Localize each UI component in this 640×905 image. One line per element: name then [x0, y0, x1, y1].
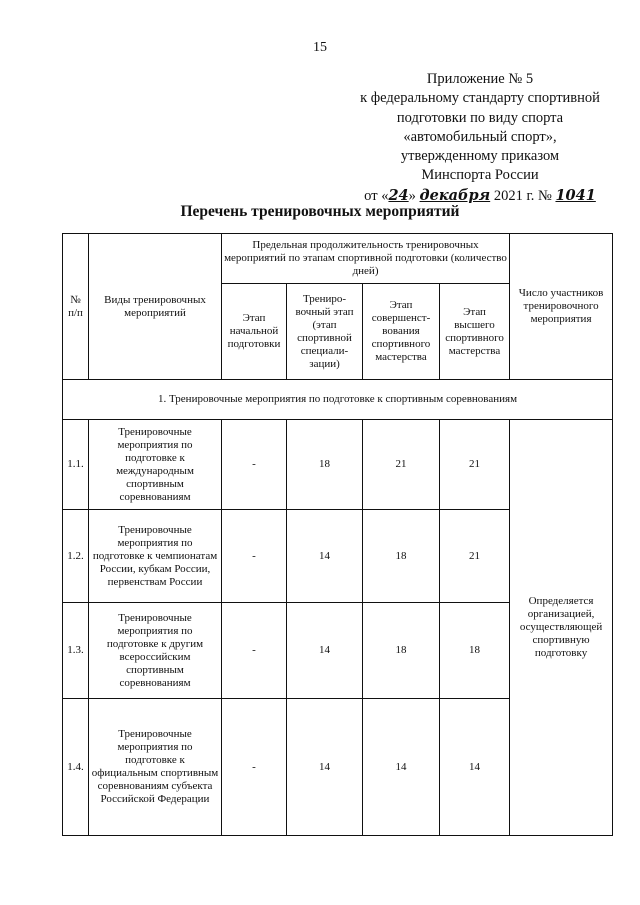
row-stage-3: 14: [363, 699, 440, 836]
row-stage-4: 14: [440, 699, 510, 836]
row-name: Тренировочные мероприятия по подготовке к международным спортивным соревнованиям: [89, 420, 222, 510]
appendix-header: [330, 70, 630, 206]
row-stage-1: -: [222, 420, 287, 510]
date-day: 24: [388, 186, 409, 204]
row-stage-4: 21: [440, 420, 510, 510]
row-num: 1.2.: [63, 510, 89, 603]
document-title: Перечень тренировочных мероприятий: [180, 203, 460, 220]
header-duration: Предельная продолжительность тренировочных мероприятий по этапам спортивной подготовки (количество дней): [222, 234, 510, 284]
row-stage-3: 18: [363, 510, 440, 603]
row-num: 1.1.: [63, 420, 89, 510]
row-num: 1.4.: [63, 699, 89, 836]
row-stage-1: -: [222, 699, 287, 836]
appendix-line-2: к федеральному стандарту спортивной: [360, 90, 600, 107]
header-participants: Число участников тренировочного мероприятия: [510, 234, 613, 380]
row-stage-2: 14: [287, 603, 363, 699]
header-kinds: Виды тренировочных мероприятий: [89, 234, 222, 380]
participants-value: Определяется организацией, осуществляющей спортивную подготовку: [510, 420, 613, 836]
date-mid: »: [408, 187, 420, 204]
row-stage-2: 14: [287, 510, 363, 603]
row-stage-3: 21: [363, 420, 440, 510]
section-1-title: 1. Тренировочные мероприятия по подготовке к спортивным соревнованиям: [63, 380, 613, 420]
row-stage-4: 18: [440, 603, 510, 699]
header-stage-2: Трениро-вочный этап (этап спортивной специали-зации): [287, 284, 363, 380]
header-row-1: [63, 234, 613, 284]
page-number: 15: [313, 40, 327, 55]
row-stage-2: 18: [287, 420, 363, 510]
row-stage-2: 14: [287, 699, 363, 836]
header-stage-3: Этап совершенст-вования спортивного мастерства: [363, 284, 440, 380]
date-prefix: от «: [364, 187, 389, 204]
date-month: декабря: [419, 186, 491, 204]
appendix-line-1: Приложение № 5: [426, 71, 534, 87]
training-events-table: [62, 233, 613, 836]
header-num: № п/п: [63, 234, 89, 380]
row-stage-4: 21: [440, 510, 510, 603]
header-stage-4: Этап высшего спортивного мастерства: [440, 284, 510, 380]
section-row: [63, 380, 613, 420]
date-year: 2021 г. №: [490, 187, 556, 204]
appendix-line-4: «автомобильный спорт»,: [403, 128, 557, 145]
appendix-line-3: подготовки по виду спорта: [396, 109, 564, 126]
row-stage-3: 18: [363, 603, 440, 699]
row-stage-1: -: [222, 603, 287, 699]
header-stage-1: Этап начальной подготовки: [222, 284, 287, 380]
appendix-line-6: Минспорта России: [421, 167, 539, 184]
row-name: Тренировочные мероприятия по подготовке к официальным спортивным соревнованиям субъекта Российской Федерации: [89, 699, 222, 836]
table-row: [63, 420, 613, 510]
row-name: Тренировочные мероприятия по подготовке к чемпионатам России, кубкам России, первенствам России: [89, 510, 222, 603]
appendix-line-5: утвержденному приказом: [400, 148, 560, 165]
order-number: 1041: [555, 186, 596, 204]
row-stage-1: -: [222, 510, 287, 603]
row-num: 1.3.: [63, 603, 89, 699]
row-name: Тренировочные мероприятия по подготовке к другим всероссийским спортивным соревнованиям: [89, 603, 222, 699]
